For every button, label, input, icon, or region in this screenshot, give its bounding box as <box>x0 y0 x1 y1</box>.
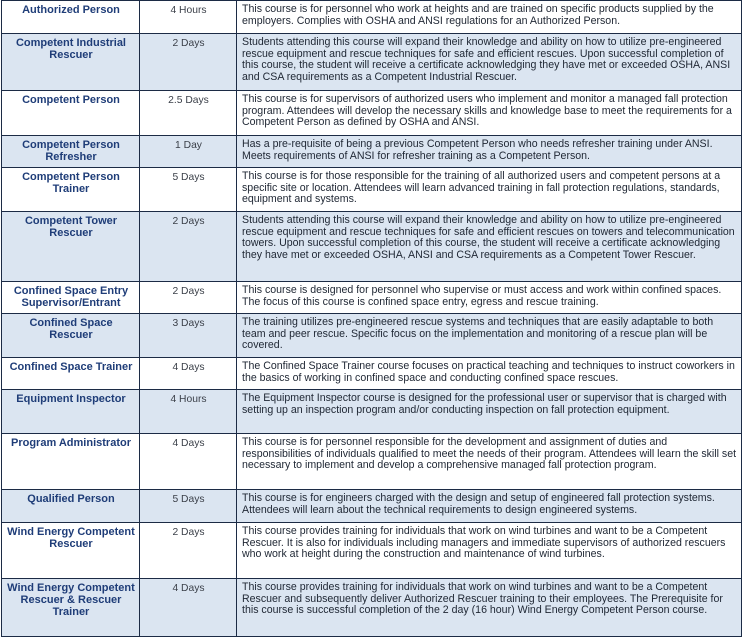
course-name: Authorized Person <box>2 1 140 34</box>
table-row <box>2 358 742 390</box>
course-duration: 4 Hours <box>140 390 237 434</box>
course-description: This course is designed for personnel who supervise or must access and work within confined spaces. The focus of this course is confined space entry, egress and rescue training. <box>237 282 742 314</box>
course-name: Competent Person Refresher <box>2 136 140 168</box>
course-description: This course is for personnel who work at heights and are trained on specific products supplied by the employers. Complies with OSHA and ANSI regulations for an Authorized Person. <box>237 1 742 34</box>
course-duration: 2 Days <box>140 212 237 282</box>
course-duration: 5 Days <box>140 490 237 523</box>
course-name: Confined Space Trainer <box>2 358 140 390</box>
course-name: Competent Industrial Rescuer <box>2 34 140 91</box>
course-duration: 2 Days <box>140 282 237 314</box>
course-description: The Confined Space Trainer course focuses on practical teaching and techniques to instruct coworkers in the basics of working in confined space and conducting confined space rescues. <box>237 358 742 390</box>
table-row <box>2 168 742 212</box>
course-description: This course is for supervisors of authorized users who implement and monitor a managed fall protection program. Attendees will develop the necessary skills and knowledge base to meet the requirements for a Competent Person as defined by OSHA and ANSI. <box>237 91 742 136</box>
table-row <box>2 34 742 91</box>
course-description: The Equipment Inspector course is designed for the professional user or supervisor that is charged with setting up an inspection program and/or conducting inspection on fall protection equipment. <box>237 390 742 434</box>
course-name: Program Administrator <box>2 434 140 490</box>
course-duration: 2 Days <box>140 523 237 579</box>
course-name: Equipment Inspector <box>2 390 140 434</box>
course-name: Competent Tower Rescuer <box>2 212 140 282</box>
course-description: This course is for those responsible for the training of all authorized users and competent persons at a specific site or location. Attendees will learn advanced training in fall protection regulations, standards, equipment and systems. <box>237 168 742 212</box>
course-description: Students attending this course will expand their knowledge and ability on how to utilize pre-engineered rescue equipment and rescue techniques for safe and efficient rescues on towers and telecommunication towers. Upon successful completion of this course, the student will receive a certificate acknowledging they have met or exceeded OSHA, ANSI and CSA requirements as a Competent Tower Rescuer. <box>237 212 742 282</box>
course-duration: 4 Days <box>140 579 237 637</box>
course-duration: 1 Day <box>140 136 237 168</box>
course-duration: 3 Days <box>140 314 237 358</box>
course-name: Wind Energy Competent Rescuer <box>2 523 140 579</box>
course-name: Confined Space Entry Supervisor/Entrant <box>2 282 140 314</box>
course-name: Competent Person <box>2 91 140 136</box>
course-name: Qualified Person <box>2 490 140 523</box>
course-name: Competent Person Trainer <box>2 168 140 212</box>
course-description: Has a pre-requisite of being a previous Competent Person who needs refresher training under ANSI. Meets requirements of ANSI for refresher training as a Competent Person. <box>237 136 742 168</box>
course-description: This course is for personnel responsible for the development and assignment of duties and responsibilities of individuals qualified to meet the needs of their program. Attendees will learn the skill set necessary to implement and develop a comprehensive managed fall protection program. <box>237 434 742 490</box>
course-duration: 4 Days <box>140 434 237 490</box>
table-row <box>2 136 742 168</box>
course-description: This course provides training for individuals that work on wind turbines and want to be a Competent Rescuer. It is also for individuals including managers and immediate supervisors of authorized rescuers who work at height during the construction and maintenance of wind turbines. <box>237 523 742 579</box>
course-description: Students attending this course will expand their knowledge and ability on how to utilize pre-engineered rescue equipment and rescue techniques for safe and efficient rescues. Upon successful completion of this course, the student will receive a certificate acknowledging they have met or exceeded OSHA, ANSI and CSA requirements as a Competent Industrial Rescuer. <box>237 34 742 91</box>
course-duration: 4 Days <box>140 358 237 390</box>
table-row <box>2 212 742 282</box>
table-row <box>2 523 742 579</box>
table-row <box>2 282 742 314</box>
table-row <box>2 390 742 434</box>
table-row <box>2 490 742 523</box>
course-duration: 2 Days <box>140 34 237 91</box>
course-name: Confined Space Rescuer <box>2 314 140 358</box>
course-table <box>1 0 742 637</box>
table-row <box>2 314 742 358</box>
table-row <box>2 579 742 637</box>
table-row <box>2 91 742 136</box>
course-duration: 2.5 Days <box>140 91 237 136</box>
table-row <box>2 1 742 34</box>
table-row <box>2 434 742 490</box>
course-duration: 4 Hours <box>140 1 237 34</box>
course-name: Wind Energy Competent Rescuer & Rescuer Trainer <box>2 579 140 637</box>
course-description: This course is for engineers charged with the design and setup of engineered fall protection systems. Attendees will learn about the technical requirements to design engineered systems. <box>237 490 742 523</box>
course-description: This course provides training for individuals that work on wind turbines and want to be a Competent Rescuer and subsequently deliver Authorized Rescuer training to their employees. The Prerequisite for this course is successful completion of the 2 day (16 hour) Wind Energy Competent Person course. <box>237 579 742 637</box>
course-duration: 5 Days <box>140 168 237 212</box>
course-description: The training utilizes pre-engineered rescue systems and techniques that are easily adaptable to both team and peer rescue. Specific focus on the implementation and monitoring of a rescue plan will be covered. <box>237 314 742 358</box>
